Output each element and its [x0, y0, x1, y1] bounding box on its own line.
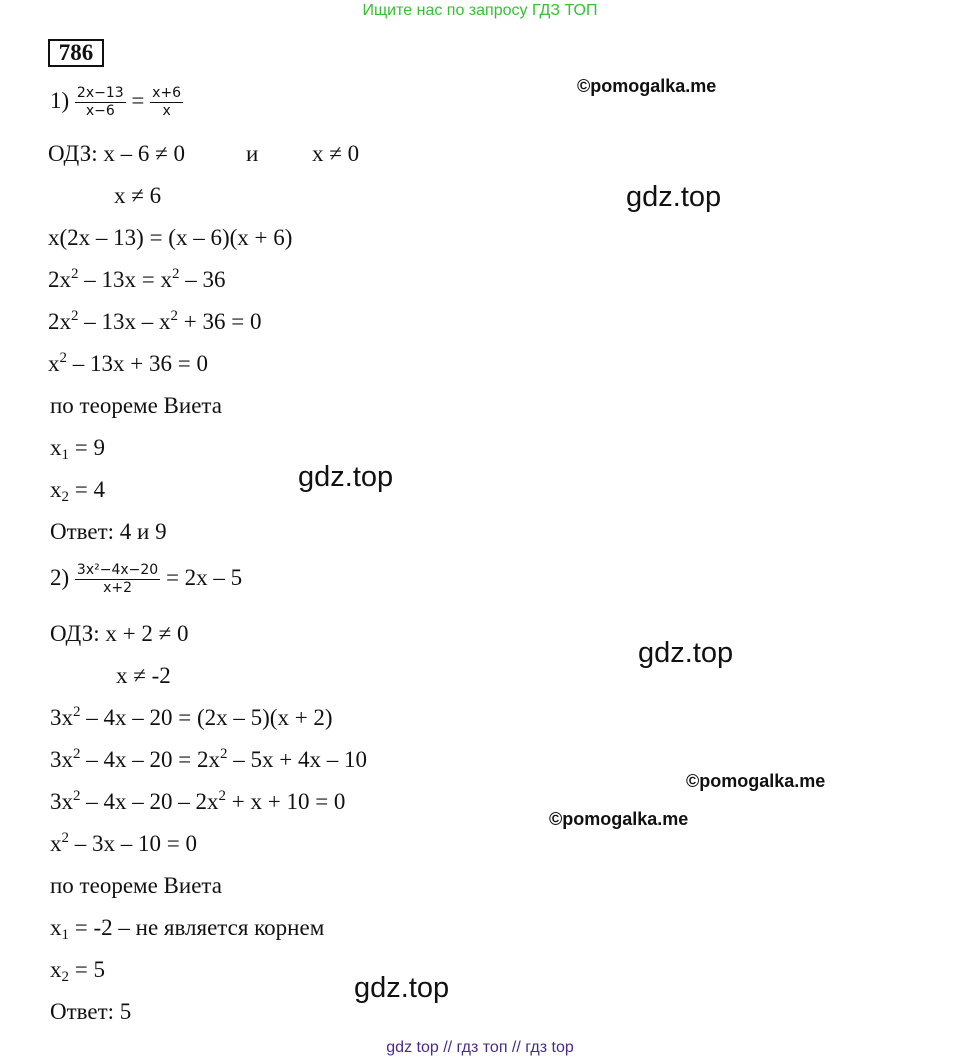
- step-2-2: $3x^2 - 4x - 20 = 2x^2 - 5x + 4x - 10$: [50, 746, 367, 772]
- step-1-3: $2x^2 - 13x - x^2 + 36 = 0$: [48, 308, 262, 334]
- root-2-2: $x_2 = 5$: [50, 957, 105, 985]
- odz-2b: x ≠ -2: [116, 663, 171, 688]
- fraction-2-numerator: 3x²−4x−20: [76, 562, 159, 578]
- odz-1b: x ≠ 0: [312, 141, 360, 166]
- step-2-1: $3x^2 - 4x - 20 = (2x - 5)(x + 2)$: [50, 704, 333, 730]
- fraction-2: [75, 562, 160, 597]
- step-1-2: $2x^2 - 13x = x^2 - 36$: [48, 266, 226, 292]
- root-2-1: $x_1 = -2$ – не является корнем: [50, 915, 325, 943]
- watermark-pomogalka-2: ©pomogalka.me: [686, 771, 826, 791]
- step-1-1: x(2x – 13) = (x – 6)(x + 6): [48, 225, 293, 250]
- answer-1: Ответ: 4 и 9: [50, 519, 167, 544]
- fraction-right-denominator: x: [162, 103, 171, 119]
- odz-1a: ОДЗ: x – 6 ≠ 0: [48, 141, 186, 166]
- equals-sign: =: [131, 87, 145, 113]
- odz-1-and: и: [246, 141, 259, 166]
- fraction-right-numerator: x+6: [152, 85, 182, 101]
- top-banner[interactable]: Ищите нас по запросу ГДЗ ТОП: [362, 2, 598, 19]
- rhs-2: = 2x – 5: [165, 564, 243, 590]
- vieta-2: по теореме Виета: [50, 873, 222, 898]
- fraction-left-numerator: 2x−13: [76, 85, 124, 101]
- part2-label: 2): [50, 564, 70, 590]
- step-2-3: $3x^2 - 4x - 20 - 2x^2 + x + 10 = 0$: [50, 788, 346, 814]
- watermark-gdz-4: gdz.top: [354, 972, 450, 1004]
- watermark-gdz-1: gdz.top: [626, 181, 722, 213]
- watermark-gdz-2: gdz.top: [298, 461, 394, 493]
- footer-links[interactable]: gdz top // гдз топ // гдз top: [386, 1039, 574, 1056]
- part1-label: 1): [50, 87, 70, 113]
- equation-2: [50, 562, 242, 597]
- vieta-1: по теореме Виета: [50, 393, 222, 418]
- watermark-gdz-3: gdz.top: [638, 637, 734, 669]
- problem-number: 786: [48, 39, 104, 67]
- step-2-4: $x^2 - 3x - 10 = 0$: [50, 830, 197, 856]
- odz-1c: x ≠ 6: [114, 183, 162, 208]
- watermark-pomogalka-3: ©pomogalka.me: [549, 809, 689, 829]
- fraction-left: [75, 85, 126, 120]
- fraction-left-denominator: x−6: [85, 103, 115, 119]
- watermark-pomogalka-1: ©pomogalka.me: [577, 76, 717, 96]
- fraction-2-denominator: x+2: [103, 580, 133, 596]
- fraction-right: [150, 85, 183, 120]
- answer-2: Ответ: 5: [50, 999, 132, 1024]
- root-1-2: $x_2 = 4$: [50, 477, 105, 505]
- root-1-1: $x_1 = 9$: [50, 435, 105, 463]
- odz-2a: ОДЗ: x + 2 ≠ 0: [50, 621, 189, 646]
- equation-1: [50, 85, 183, 120]
- step-1-4: $x^2 - 13x + 36 = 0$: [48, 350, 208, 376]
